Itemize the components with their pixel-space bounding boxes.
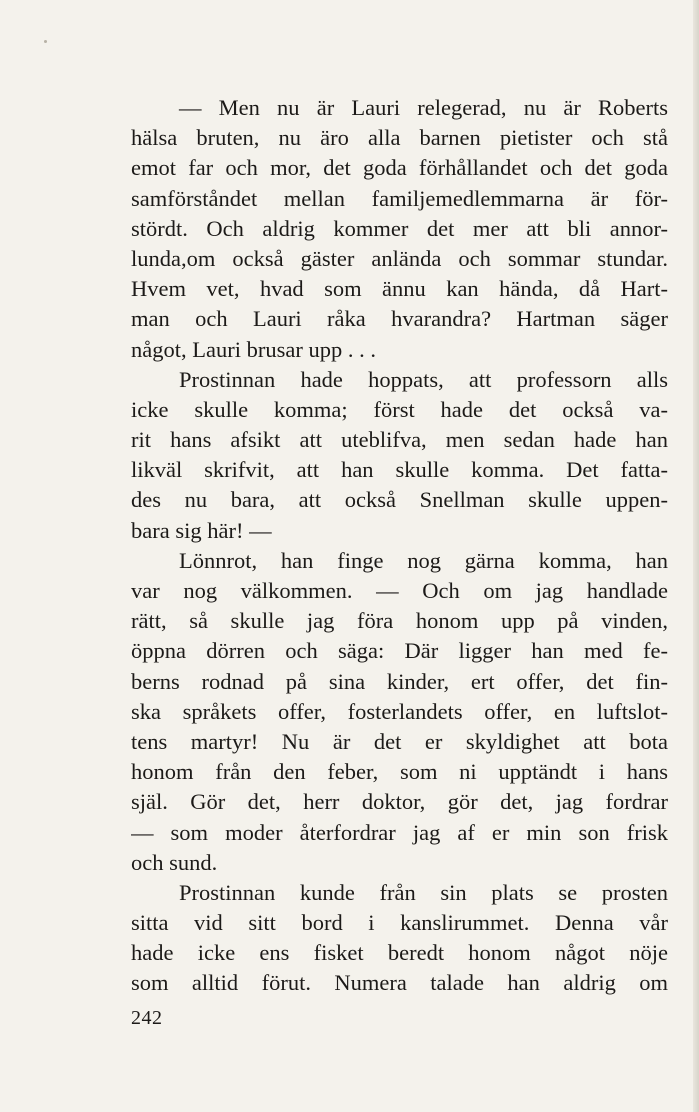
text-line: stördt. Och aldrig kommer det mer att bli annor- (131, 215, 668, 241)
text-line: emot far och mor, det goda förhållandet och det goda (131, 155, 668, 181)
text-line: och sund. (131, 849, 218, 875)
text-line: man och Lauri råka hvarandra? Hartman säger (131, 306, 668, 332)
paper-speck (44, 40, 47, 43)
text-line: sitta vid sitt bord i kanslirummet. Denna vår (131, 910, 668, 936)
text-line: som alltid förut. Numera talade han aldrig om (131, 970, 668, 996)
page-edge (693, 0, 699, 1112)
text-line: hade icke ens fisket beredt honom något nöje (131, 940, 668, 966)
text-line: tens martyr! Nu är det er skyldighet att bota (131, 728, 668, 754)
text-line: likväl skrifvit, att han skulle komma. Det fatta- (131, 457, 668, 483)
text-line: rit hans afsikt att uteblifva, men sedan hade han (131, 427, 668, 453)
text-line: bara sig här! — (131, 517, 272, 543)
text-line: — som moder återfordrar jag af er min son frisk (131, 819, 668, 845)
text-line: Hvem vet, hvad som ännu kan hända, då Hart- (131, 276, 668, 302)
text-line: ska språkets offer, fosterlandets offer, en luftslot- (131, 698, 668, 724)
text-line: honom från den feber, som ni upptändt i hans (131, 759, 668, 785)
text-line: lunda,om också gäster anlända och sommar stundar. (131, 245, 668, 271)
text-line: hälsa bruten, nu äro alla barnen pietister och stå (131, 125, 668, 151)
text-line: berns rodnad på sina kinder, ert offer, det fin- (131, 668, 668, 694)
text-line: icke skulle komma; först hade det också va- (131, 396, 668, 422)
text-line: Prostinnan hade hoppats, att professorn alls (179, 366, 668, 392)
text-line: öppna dörren och säga: Där ligger han med fe- (131, 638, 668, 664)
page-number: 242 (131, 1007, 163, 1029)
text-line: des nu bara, att också Snellman skulle uppen- (131, 487, 668, 513)
text-line: Lönnrot, han finge nog gärna komma, han (179, 547, 668, 573)
text-line: själ. Gör det, herr doktor, gör det, jag fordrar (131, 789, 668, 815)
text-line: var nog välkommen. — Och om jag handlade (131, 578, 668, 603)
text-line: något, Lauri brusar upp . . . (131, 336, 376, 362)
text-line: samförståndet mellan familjemedlemmarna är för- (131, 185, 668, 211)
text-line: — Men nu är Lauri relegerad, nu är Roberts (179, 95, 668, 120)
text-line: rätt, så skulle jag föra honom upp på vinden, (131, 608, 668, 634)
text-line: Prostinnan kunde från sin plats se prosten (179, 879, 668, 905)
body-text (131, 93, 668, 999)
